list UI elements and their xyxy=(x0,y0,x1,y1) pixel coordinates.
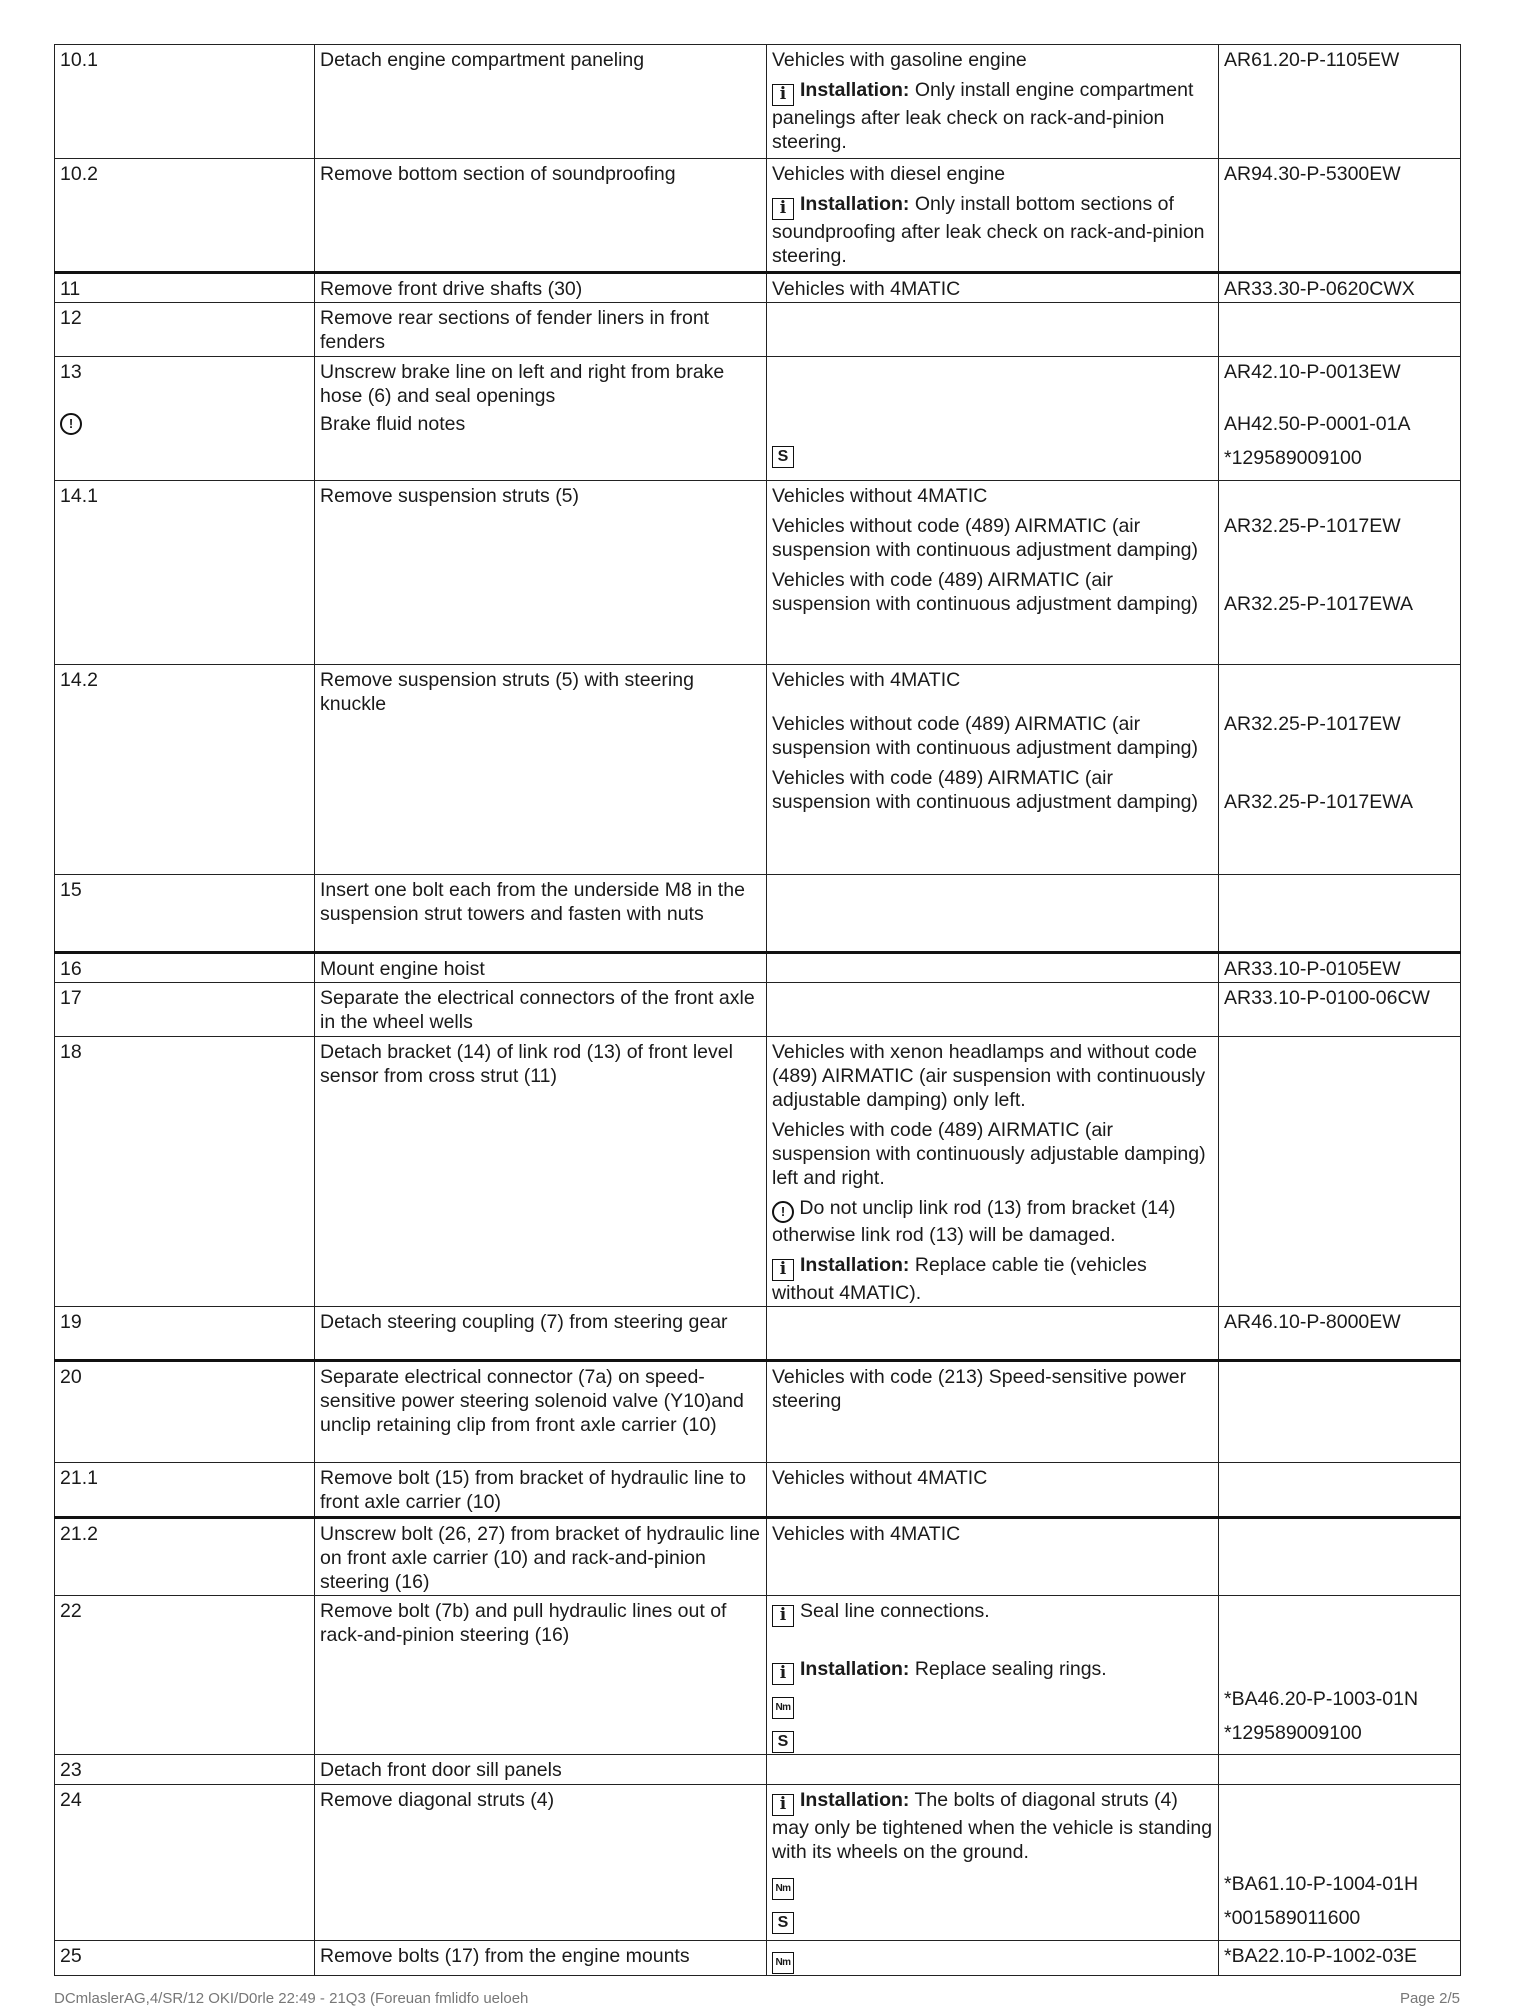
step-number xyxy=(55,357,315,481)
table-row xyxy=(55,875,1461,953)
step-conditions xyxy=(767,1037,1219,1307)
table-row xyxy=(55,159,1461,273)
step-action: Insert one bolt each from the underside M8 in the suspension strut towers and fasten with nuts xyxy=(315,875,767,953)
step-action: Separate the electrical connectors of the front axle in the wheel wells xyxy=(315,983,767,1037)
step-number: 11 xyxy=(55,273,315,303)
step-action-text: Unscrew brake line on left and right from brake hose (6) and seal openings xyxy=(320,361,725,407)
reference-link[interactable]: AR33.10-P-0100-06CW xyxy=(1219,983,1461,1037)
torque-spec xyxy=(772,1870,1213,1900)
reference-link[interactable]: AR32.25-P-1017EWA xyxy=(1224,593,1413,615)
condition-text: Vehicles without 4MATIC xyxy=(767,1463,1219,1518)
step-conditions xyxy=(767,357,1219,481)
warning-note xyxy=(772,1196,1213,1247)
step-conditions xyxy=(767,1596,1219,1755)
table-row xyxy=(55,1463,1461,1518)
note-text: Only install engine compartment panelings after leak check on rack-and-pinion steering. xyxy=(772,79,1194,153)
table-row xyxy=(55,481,1461,665)
special-tool-icon: S xyxy=(772,446,794,468)
step-number: 17 xyxy=(55,983,315,1037)
step-conditions xyxy=(767,1785,1219,1941)
installation-note xyxy=(772,1788,1213,1864)
reference-link[interactable]: AR33.10-P-0105EW xyxy=(1219,953,1461,983)
condition-text: Vehicles without 4MATIC xyxy=(772,485,988,507)
step-references xyxy=(1219,481,1461,665)
torque-spec xyxy=(767,1941,1219,1976)
step-number: 15 xyxy=(55,875,315,953)
torque-spec xyxy=(772,1689,1213,1719)
step-action: Remove suspension struts (5) with steering knuckle xyxy=(315,665,767,875)
step-references xyxy=(1219,1596,1461,1755)
note-text: Seal line connections. xyxy=(800,1600,990,1622)
step-conditions xyxy=(767,45,1219,159)
torque-icon: Nm xyxy=(772,1952,794,1974)
reference-link[interactable]: AR32.25-P-1017EWA xyxy=(1224,791,1413,813)
info-icon: i xyxy=(772,198,794,220)
step-number: 25 xyxy=(55,1941,315,1976)
step-number: 10.1 xyxy=(55,45,315,159)
special-tool-icon: S xyxy=(772,1731,794,1753)
note-label: Installation: xyxy=(800,1254,910,1276)
note-label: Installation: xyxy=(800,193,910,215)
step-action xyxy=(315,357,767,481)
condition-text: Vehicles without code (489) AIRMATIC (air suspension with continuous adjustment damping) xyxy=(772,515,1199,561)
condition-text: Vehicles without code (489) AIRMATIC (air suspension with continuous adjustment damping) xyxy=(772,713,1199,759)
table-row xyxy=(55,953,1461,983)
reference-link[interactable]: AR32.25-P-1017EW xyxy=(1224,515,1401,537)
note-text: Replace cable tie (vehicles without 4MATIC). xyxy=(772,1254,1147,1304)
reference-link[interactable]: AR42.10-P-0013EW xyxy=(1224,361,1401,383)
table-row xyxy=(55,1941,1461,1976)
step-number: 23 xyxy=(55,1755,315,1785)
note-label: Installation: xyxy=(800,1789,910,1811)
special-tool xyxy=(772,440,1213,468)
table-row xyxy=(55,1785,1461,1941)
empty-cell xyxy=(1219,1518,1461,1596)
warning-icon: ! xyxy=(60,413,82,435)
step-action: Remove bolts (17) from the engine mounts xyxy=(315,1941,767,1976)
step-references xyxy=(1219,665,1461,875)
torque-reference[interactable]: *BA46.20-P-1003-01N xyxy=(1224,1688,1419,1710)
step-number: 18 xyxy=(55,1037,315,1307)
condition-text: Vehicles with 4MATIC xyxy=(772,669,961,691)
note-text: Replace sealing rings. xyxy=(914,1658,1107,1680)
condition-text: Vehicles with code (213) Speed-sensitive power steering xyxy=(767,1361,1219,1463)
torque-reference[interactable]: *BA61.10-P-1004-01H xyxy=(1224,1873,1419,1895)
info-icon: i xyxy=(772,1605,794,1627)
empty-cell xyxy=(1219,875,1461,953)
step-conditions xyxy=(767,665,1219,875)
special-tool-number[interactable]: *129589009100 xyxy=(1224,1722,1362,1744)
special-tool-number[interactable]: *001589011600 xyxy=(1224,1907,1361,1929)
installation-note xyxy=(772,1253,1213,1305)
empty-cell xyxy=(1219,1755,1461,1785)
table-row xyxy=(55,1755,1461,1785)
empty-cell xyxy=(1219,303,1461,357)
step-action: Detach steering coupling (7) from steering gear xyxy=(315,1307,767,1361)
condition-text: Vehicles with code (489) AIRMATIC (air suspension with continuous adjustment damping) xyxy=(772,569,1199,615)
step-action: Detach bracket (14) of link rod (13) of front level sensor from cross strut (11) xyxy=(315,1037,767,1307)
step-action: Mount engine hoist xyxy=(315,953,767,983)
step-action: Remove suspension struts (5) xyxy=(315,481,767,665)
step-references xyxy=(1219,1785,1461,1941)
info-icon: i xyxy=(772,1794,794,1816)
step-number: 24 xyxy=(55,1785,315,1941)
step-action: Remove bottom section of soundproofing xyxy=(315,159,767,273)
installation-note xyxy=(772,78,1213,154)
step-number: 20 xyxy=(55,1361,315,1463)
empty-cell xyxy=(1219,1361,1461,1463)
empty-cell xyxy=(767,1755,1219,1785)
table-row xyxy=(55,1361,1461,1463)
step-number: 21.2 xyxy=(55,1518,315,1596)
condition-text: Vehicles with xenon headlamps and without code (489) AIRMATIC (air suspension with continuously adjustable damping) only left. xyxy=(772,1041,1206,1111)
note-text: The bolts of diagonal struts (4) may only be tightened when the vehicle is standing with its wheels on the ground. xyxy=(772,1789,1213,1863)
empty-cell xyxy=(767,983,1219,1037)
empty-cell xyxy=(767,875,1219,953)
warning-icon: ! xyxy=(772,1201,794,1223)
info-note xyxy=(772,1599,1213,1627)
condition-text: Vehicles with diesel engine xyxy=(772,163,1006,185)
special-tool xyxy=(772,1906,1213,1934)
table-row xyxy=(55,303,1461,357)
note-label: Installation: xyxy=(800,1658,910,1680)
condition-text: Vehicles with code (489) AIRMATIC (air suspension with continuously adjustable damping) left and right. xyxy=(772,1119,1206,1189)
step-references xyxy=(1219,357,1461,481)
procedure-table xyxy=(54,44,1461,1976)
torque-reference[interactable]: *BA22.10-P-1002-03E xyxy=(1219,1941,1461,1976)
table-row xyxy=(55,1518,1461,1596)
table-row xyxy=(55,273,1461,303)
installation-note xyxy=(772,1657,1213,1685)
special-tool-number[interactable]: *129589009100 xyxy=(1224,447,1362,469)
condition-text: Vehicles with 4MATIC xyxy=(767,273,1219,303)
note-label: Installation: xyxy=(800,79,910,101)
table-row xyxy=(55,1596,1461,1755)
step-action: Detach engine compartment paneling xyxy=(315,45,767,159)
condition-text: Vehicles with 4MATIC xyxy=(767,1518,1219,1596)
step-action: Remove bolt (15) from bracket of hydraulic line to front axle carrier (10) xyxy=(315,1463,767,1518)
table-row xyxy=(55,983,1461,1037)
reference-link[interactable]: AR33.30-P-0620CWX xyxy=(1219,273,1461,303)
empty-cell xyxy=(767,953,1219,983)
info-icon: i xyxy=(772,84,794,106)
step-conditions xyxy=(767,481,1219,665)
step-action: Separate electrical connector (7a) on speed-sensitive power steering solenoid valve (Y10)and unclip retaining clip from front axle carrier (10) xyxy=(315,1361,767,1463)
empty-cell xyxy=(767,1307,1219,1361)
brake-fluid-notes: Brake fluid notes xyxy=(320,413,466,435)
table-row xyxy=(55,1037,1461,1307)
step-action: Detach front door sill panels xyxy=(315,1755,767,1785)
empty-cell xyxy=(1219,1037,1461,1307)
page-number: Page 2/5 xyxy=(1399,1990,1460,2007)
table-row xyxy=(55,665,1461,875)
special-tool xyxy=(772,1725,1213,1753)
table-row xyxy=(55,1307,1461,1361)
note-text: Only install bottom sections of soundproofing after leak check on rack-and-pinion steering. xyxy=(772,193,1205,267)
table-row xyxy=(55,45,1461,159)
step-number: 21.1 xyxy=(55,1463,315,1518)
warning-text: Do not unclip link rod (13) from bracket (14) otherwise link rod (13) will be damaged. xyxy=(772,1197,1176,1246)
step-number: 19 xyxy=(55,1307,315,1361)
step-action: Remove diagonal struts (4) xyxy=(315,1785,767,1941)
reference-link[interactable]: AH42.50-P-0001-01A xyxy=(1224,413,1411,435)
empty-cell xyxy=(1219,1463,1461,1518)
step-action: Unscrew bolt (26, 27) from bracket of hydraulic line on front axle carrier (10) and rack-and-pinion steering (16) xyxy=(315,1518,767,1596)
reference-link[interactable]: AR46.10-P-8000EW xyxy=(1219,1307,1461,1361)
table-row xyxy=(55,357,1461,481)
condition-text: Vehicles with code (489) AIRMATIC (air suspension with continuous adjustment damping) xyxy=(772,767,1199,813)
empty-cell xyxy=(767,303,1219,357)
page-footer-source: DCmlaslerAG,4/SR/12 OKI/D0rle 22:49 - 21Q3 (Foreuan fmlidfo ueloeh xyxy=(54,1990,529,2007)
reference-link[interactable]: AR61.20-P-1105EW xyxy=(1219,45,1461,159)
condition-text: Vehicles with gasoline engine xyxy=(772,49,1027,71)
reference-link[interactable]: AR32.25-P-1017EW xyxy=(1224,713,1401,735)
step-number: 14.1 xyxy=(55,481,315,665)
step-action: Remove rear sections of fender liners in front fenders xyxy=(315,303,767,357)
step-number: 12 xyxy=(55,303,315,357)
installation-note xyxy=(772,192,1213,268)
step-number: 16 xyxy=(55,953,315,983)
torque-icon: Nm xyxy=(772,1878,794,1900)
step-conditions xyxy=(767,159,1219,273)
step-number-text: 13 xyxy=(60,361,82,383)
step-action: Remove bolt (7b) and pull hydraulic lines out of rack-and-pinion steering (16) xyxy=(315,1596,767,1755)
reference-link[interactable]: AR94.30-P-5300EW xyxy=(1219,159,1461,273)
torque-icon: Nm xyxy=(772,1697,794,1719)
special-tool-icon: S xyxy=(772,1912,794,1934)
step-number: 22 xyxy=(55,1596,315,1755)
step-action: Remove front drive shafts (30) xyxy=(315,273,767,303)
step-number: 10.2 xyxy=(55,159,315,273)
step-number: 14.2 xyxy=(55,665,315,875)
info-icon: i xyxy=(772,1259,794,1281)
info-icon: i xyxy=(772,1663,794,1685)
warning-marker xyxy=(60,408,309,435)
